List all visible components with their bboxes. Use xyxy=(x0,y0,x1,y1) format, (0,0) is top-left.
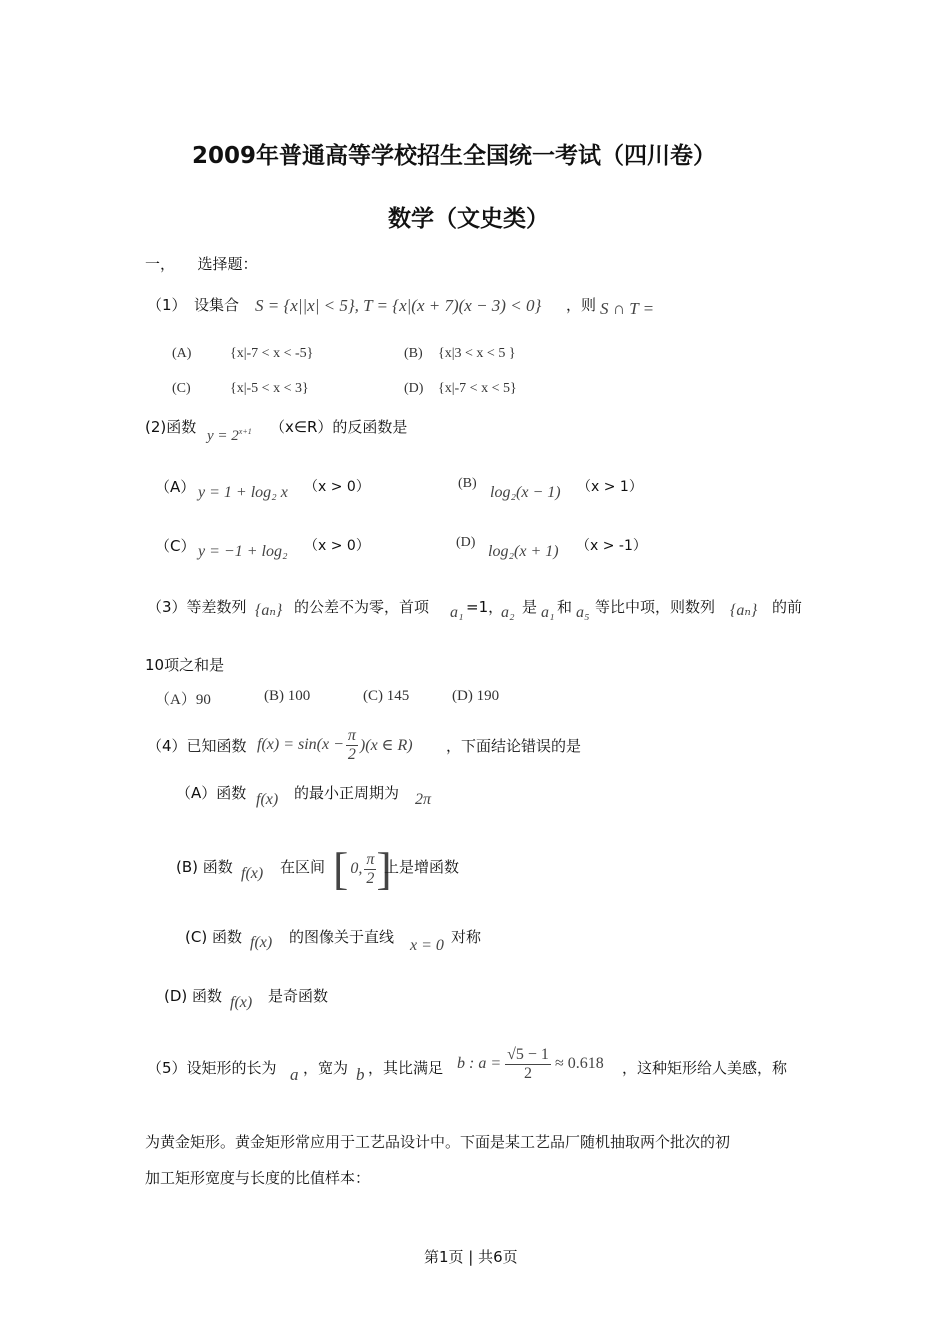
q4-d-f: f(x) xyxy=(230,994,253,1011)
page-subtitle: 数学（文史类） xyxy=(388,206,549,232)
q4-b-fraction: $\frac{\pi}{2}$ xyxy=(366,850,375,887)
q3-option-b: (B) 100 xyxy=(264,688,311,704)
q4-c-f: f(x) xyxy=(250,934,273,951)
q2-option-a-cond: （x > 0） xyxy=(304,479,370,495)
q5-fraction: $\frac{√5 - 1}{2}$ xyxy=(507,1046,549,1082)
q4-a-label: （A）函数 xyxy=(176,784,247,802)
q4-b-text2: 上是增函数 xyxy=(384,858,460,876)
q1-label: （1） 设集合 xyxy=(147,296,240,314)
q2-option-c-math: y = −1 + log₂ xyxy=(198,543,288,560)
q5-ratio-text: ，其比满足 xyxy=(368,1059,444,1077)
q4-c-text: 的图像关于直线 xyxy=(289,928,395,946)
q4-d-label: (D) 函数 xyxy=(164,987,223,1005)
q2-option-a-math: y = 1 + log₂ x xyxy=(198,484,288,501)
q4-a-f: f(x) xyxy=(256,791,279,808)
q4-c-label: (C) 函数 xyxy=(185,928,242,946)
q3-option-d: (D) 190 xyxy=(452,688,500,704)
q3-seq: {aₙ} xyxy=(255,602,283,619)
q3-line1-d: 的前 xyxy=(772,598,803,616)
q1-option-d-label: (D) xyxy=(404,381,424,396)
q3-line1-c: 等比中项，则数列 xyxy=(595,598,716,616)
q4-c-math: x = 0 xyxy=(410,937,444,954)
q4-b-text: 在区间 xyxy=(280,858,326,876)
q5-label: （5）设矩形的长为 xyxy=(147,1059,277,1077)
q1-option-d: {x|-7 < x < 5} xyxy=(438,381,517,396)
q5-line3: 加工矩形宽度与长度的比值样本： xyxy=(145,1169,371,1187)
q4-a-math: 2π xyxy=(415,791,432,808)
q2-option-a-label: （A） xyxy=(155,478,196,496)
q4-b-label: (B) 函数 xyxy=(176,858,233,876)
q3-option-a: （A）90 xyxy=(155,692,211,708)
q2-option-b-math: log₂(x − 1) xyxy=(490,484,561,501)
q5-b: b xyxy=(356,1065,365,1084)
q1-option-a-label: (A) xyxy=(172,346,192,361)
q2-math: $y = 2^{x+1}$ xyxy=(207,427,252,444)
q1-math-sets: S = {x||x| < 5}, T = {x|(x + 7)(x − 3) < 0} xyxy=(255,296,542,315)
q3-line1-a: （3）等差数列 xyxy=(147,598,247,616)
page-footer: 第1页 | 共6页 xyxy=(424,1248,518,1266)
section-heading: 一， 选择题： xyxy=(145,255,258,273)
q4-fraction: $\frac{\pi}{2}$ xyxy=(347,727,356,763)
page-title: 2009年普通高等学校招生全国统一考试（四川卷） xyxy=(192,143,717,169)
q5-tail: ，这种矩形给人美感，称 xyxy=(622,1059,788,1077)
q3-and: 和 xyxy=(557,598,573,616)
q3-a1b: a₁ xyxy=(541,604,555,621)
q4-b-f: f(x) xyxy=(241,865,264,882)
q2-suffix: （x∈R）的反函数是 xyxy=(270,418,408,436)
q4-c-text2: 对称 xyxy=(451,928,482,946)
q3-seq2: {aₙ} xyxy=(730,602,758,619)
q3-is: 是 xyxy=(522,598,538,616)
q5-line2: 为黄金矩形。黄金矩形常应用于工艺品设计中。下面是某工艺品厂随机抽取两个批次的初 xyxy=(145,1133,731,1151)
q4-math: f(x) = sin(x − $\frac{\pi}{2}$ )(x ∈ R) xyxy=(257,727,413,763)
q3-a5: a₅ xyxy=(576,604,590,621)
q4-suffix: ，下面结论错误的是 xyxy=(446,737,582,755)
q2-option-d-label: (D) xyxy=(456,535,476,550)
q3-option-c: (C) 145 xyxy=(363,688,410,704)
q3-eq1: =1， xyxy=(466,598,504,616)
q2-option-d-math: log₂(x + 1) xyxy=(488,543,559,560)
q1-option-b-label: (B) xyxy=(404,346,423,361)
q2-option-d-cond: （x > -1） xyxy=(576,538,647,554)
q5-width: ，宽为 xyxy=(303,1059,349,1077)
q3-a1: a₁ xyxy=(450,604,464,621)
q3-line2: 10项之和是 xyxy=(145,656,225,674)
q2-label: (2)函数 xyxy=(145,418,197,436)
q5-a: a xyxy=(290,1065,299,1084)
q1-option-c-label: (C) xyxy=(172,381,191,396)
q1-option-a: {x|-7 < x < -5} xyxy=(230,346,314,361)
q4-d-text: 是奇函数 xyxy=(268,987,329,1005)
q2-option-c-cond: （x > 0） xyxy=(304,538,370,554)
q3-a2: a₂ xyxy=(501,604,515,621)
q1-then: ，则 xyxy=(566,296,597,314)
q1-option-c: {x|-5 < x < 3} xyxy=(230,381,309,396)
q5-math: b : a = $\frac{√5 - 1}{2}$ ≈ 0.618 xyxy=(457,1046,604,1082)
q2-option-b-cond: （x > 1） xyxy=(577,479,643,495)
q1-math-intersection: S ∩ T = xyxy=(600,299,655,318)
q2-option-b-label: (B) xyxy=(458,476,477,491)
q2-exponent: x+1 xyxy=(238,427,252,436)
q4-label: （4）已知函数 xyxy=(147,737,247,755)
q2-option-c-label: （C） xyxy=(155,537,196,555)
q4-b-interval: [ 0, $\frac{\pi}{2}$ ] xyxy=(333,843,392,894)
q3-line1-b: 的公差不为零，首项 xyxy=(294,598,430,616)
q4-a-text: 的最小正周期为 xyxy=(294,784,400,802)
q1-option-b: {x|3 < x < 5 } xyxy=(438,346,516,361)
